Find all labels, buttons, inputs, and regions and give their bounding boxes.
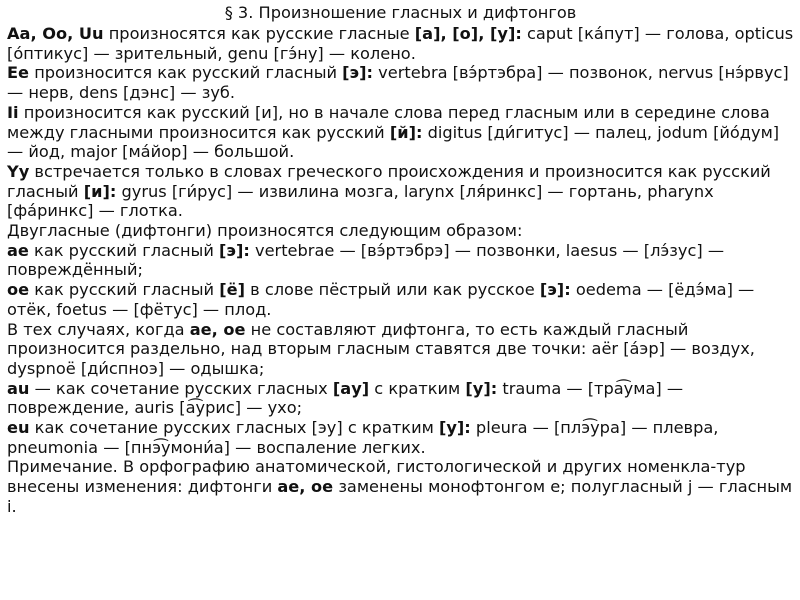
sound: [й]: — [389, 122, 423, 142]
paragraph-ae — [7, 241, 794, 280]
paragraph-e — [7, 63, 794, 102]
sound: [у]: — [465, 378, 498, 398]
text: с кратким — [369, 378, 466, 398]
examples: vertebrae — [вэ́ртэбрэ] — позвонки, laesus — [лэ́зус] — повреждённый; — [7, 240, 725, 280]
paragraph-separate-vowels — [7, 320, 794, 379]
examples: digitus [ди́гитус] — палец, jodum [йо́дум] — йод, major [ма́йор] — большой. — [7, 122, 780, 162]
text: внесены изменения: дифтонги — [7, 477, 278, 497]
text: произносится как русский [и], но в начале слова перед гласным или в середине слова между гласными произносится как русский — [7, 102, 770, 142]
examples: gyrus [ги́рус] — извилина мозга, larynx [ля́ринкс] — гортань, pharynx [фа́ринкс] — глотка. — [7, 181, 714, 221]
paragraph-note-continued — [7, 477, 794, 516]
section-title: § 3. Произношение гласных и дифтонгов — [224, 3, 577, 22]
paragraph-y — [7, 162, 794, 221]
text: не составляют дифтонга, то есть каждый гласный произносится раздельно, над вторым гласным ставятся две точки: aёr [а́эр] — воздух, dyspnoё [ди́спноэ] — одышка; — [7, 319, 755, 378]
paragraph-note: Примечание. В орфографию анатомической, гистологической и других номенкла-тур — [7, 457, 746, 477]
sound: [и]: — [83, 181, 117, 201]
examples: vertebra [вэ́ртэбра] — позвонок, nervus [нэ́рвус] — нерв, dens [дэнс] — зуб. — [7, 63, 789, 103]
paragraph-i — [7, 103, 794, 162]
paragraph-a-o-u — [7, 24, 794, 63]
sound: [ё] — [219, 280, 245, 300]
sound: [э]: — [539, 280, 571, 300]
diphthong-au: au — [7, 378, 30, 398]
paragraph-eu — [7, 418, 794, 457]
letter-i: Ii — [7, 102, 19, 122]
text: в слове пёстрый или как русское — [244, 280, 540, 300]
sounds: [а], [о], [у]: — [414, 24, 522, 43]
text: — как сочетание русских гласных — [29, 378, 333, 398]
letters-a-o-u: Aa, Oo, Uu — [7, 24, 104, 43]
text: произносятся как русские гласные — [103, 24, 415, 43]
diphthong-oe: oe — [7, 280, 30, 300]
letter-e: Ee — [7, 63, 30, 83]
sound: [э]: — [342, 63, 374, 83]
sound: [у]: — [438, 418, 471, 438]
text: как русский гласный — [29, 280, 220, 300]
sound: [э]: — [219, 240, 250, 260]
text: как русский гласный — [28, 240, 219, 260]
examples: trauma — [тра͡ума] — повреждение, auris [а͡урис] — ухо; — [7, 378, 684, 418]
diphthongs: ae, oe — [189, 319, 246, 339]
paragraph-oe — [7, 280, 794, 319]
examples: oedema — [ёдэ́ма] — отёк, foetus — [фётус] — плод. — [7, 280, 755, 319]
sound: [ау] — [332, 378, 370, 398]
text: произносится как русский гласный — [29, 63, 343, 83]
text: как сочетание русских гласных [эу] с кратким — [29, 418, 439, 438]
text: заменены монофтонгом e; полугласный j — гласным i. — [7, 477, 793, 516]
paragraph-diphthongs-intro: Двугласные (дифтонги) произносятся следующим образом: — [7, 221, 523, 241]
examples: caput [ка́пут] — голова, opticus [о́птикус] — зрительный, genu [гэ́ну] — колено. — [7, 24, 794, 63]
examples: pleura — [плэ͡ура] — плевра, pneumonia — [пнэ͡умони́а] — воспаление легких. — [7, 418, 719, 457]
text: встречается только в словах греческого происхождения и произносится как русский гласный — [7, 161, 771, 201]
diphthong-eu: eu — [7, 418, 30, 438]
diphthongs: ae, oe — [277, 477, 334, 497]
paragraph-au — [7, 379, 794, 418]
diphthong-ae: ae — [7, 240, 29, 260]
text: В тех случаях, когда — [7, 319, 190, 339]
letter-y: Yy — [7, 161, 30, 181]
